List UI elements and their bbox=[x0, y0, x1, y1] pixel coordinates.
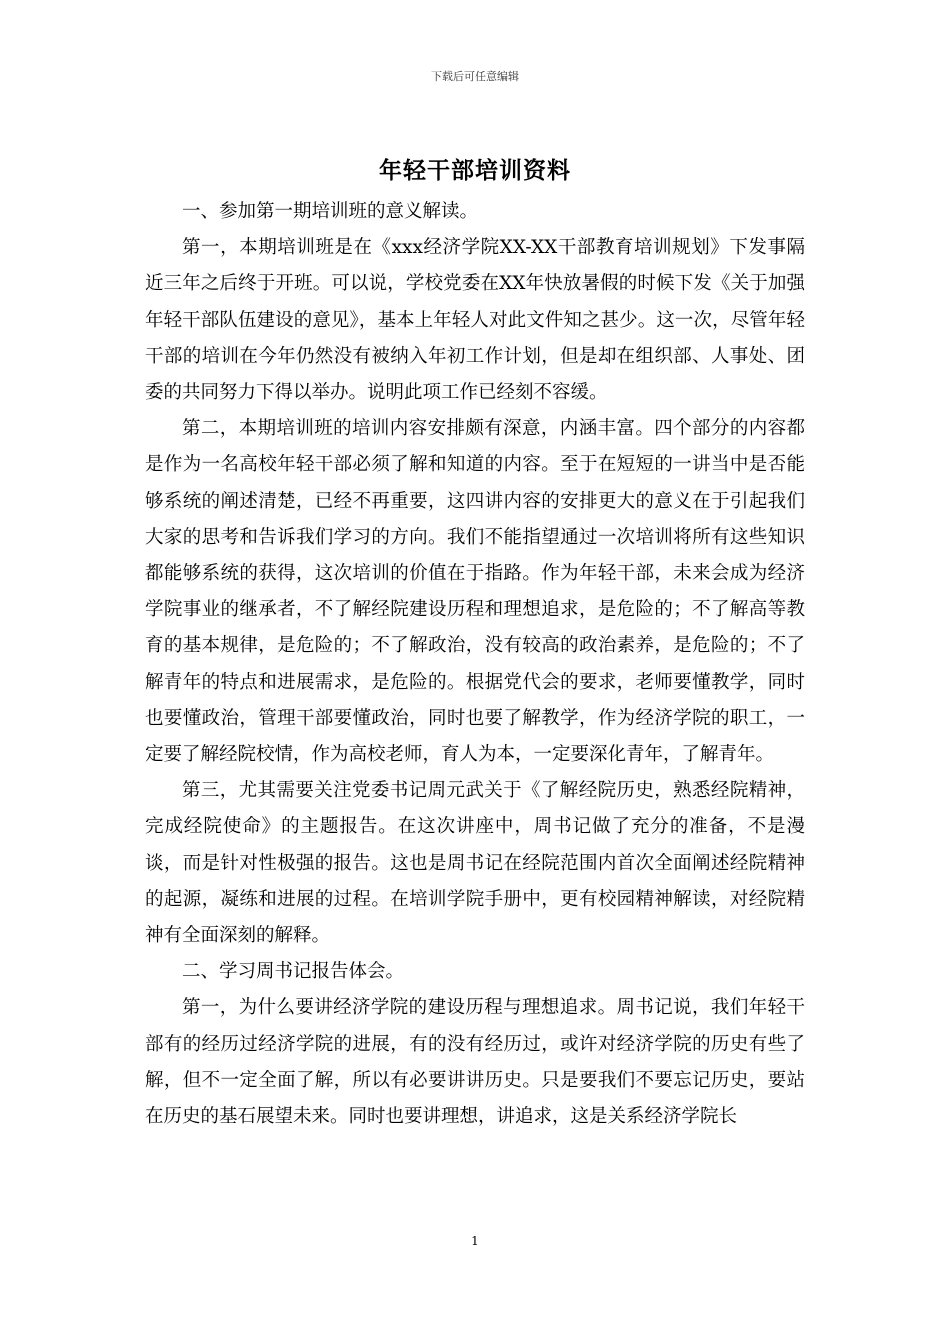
paragraph: 第二，本期培训班的培训内容安排颇有深意，内涵丰富。四个部分的内容都是作为一名高校年轻干部必须了解和知道的内容。至于在短短的一讲当中是否能够系统的阐述清楚，已经不再重要，这四讲内容的安排更大的意义在于引起我们大家的思考和告诉我们学习的方向。我们不能指望通过一次培训将所有这些知识都能够系统的获得，这次培训的价值在于指路。作为年轻干部，未来会成为经济学院事业的继承者，不了解经院建设历程和理想追求，是危险的；不了解高等教育的基本规律，是危险的；不了解政治，没有较高的政治素养，是危险的；不了解青年的特点和进展需求，是危险的。根据党代会的要求，老师要懂教学，同时也要懂政治，管理干部要懂政治，同时也要了解教学，作为经济学院的职工，一定要了解经院校情，作为高校老师，育人为本，一定要深化青年，了解青年。 bbox=[145, 418, 805, 766]
paragraph: 第三，尤其需要关注党委书记周元武关于《了解经院历史，熟悉经院精神，完成经院使命》的主题报告。在这次讲座中，周书记做了充分的准备，不是漫谈，而是针对性极强的报告。这也是周书记在经院范围内首次全面阐述经院精神的起源，凝练和进展的过程。在培训学院手册中，更有校园精神解读，对经院精神有全面深刻的解释。 bbox=[145, 780, 805, 947]
header-note: 下载后可任意编辑 bbox=[431, 70, 519, 83]
paragraph-section-heading-2: 二、学习周书记报告体会。 bbox=[182, 961, 405, 983]
paragraph-section-heading-1: 一、参加第一期培训班的意义解读。 bbox=[182, 201, 479, 222]
document-title: 年轻干部培训资料 bbox=[379, 157, 571, 184]
page-number: 1 bbox=[471, 1234, 479, 1248]
paragraph: 第一，为什么要讲经济学院的建设历程与理想追求。周书记说，我们年轻干部有的经历过经济学院的进展，有的没有经历过，或许对经济学院的历史有些了解，但不一定全面了解，所以有必要讲讲历史。只是要我们不要忘记历史，要站在历史的基石展望未来。同时也要讲理想，讲追求，这是关系经济学院长 bbox=[145, 997, 805, 1128]
paragraph: 第一，本期培训班是在《xxx经济学院XX-XX干部教育培训规划》下发事隔近三年之后终于开班。可以说，学校党委在XX年快放暑假的时候下发《关于加强年轻干部队伍建设的意见》，基本上年轻人对此文件知之甚少。这一次，尽管年轻干部的培训在今年仍然没有被纳入年初工作计划，但是却在组织部、人事处、团委的共同努力下得以举办。说明此项工作已经刻不容缓。 bbox=[145, 237, 805, 404]
document-body bbox=[145, 194, 805, 1135]
